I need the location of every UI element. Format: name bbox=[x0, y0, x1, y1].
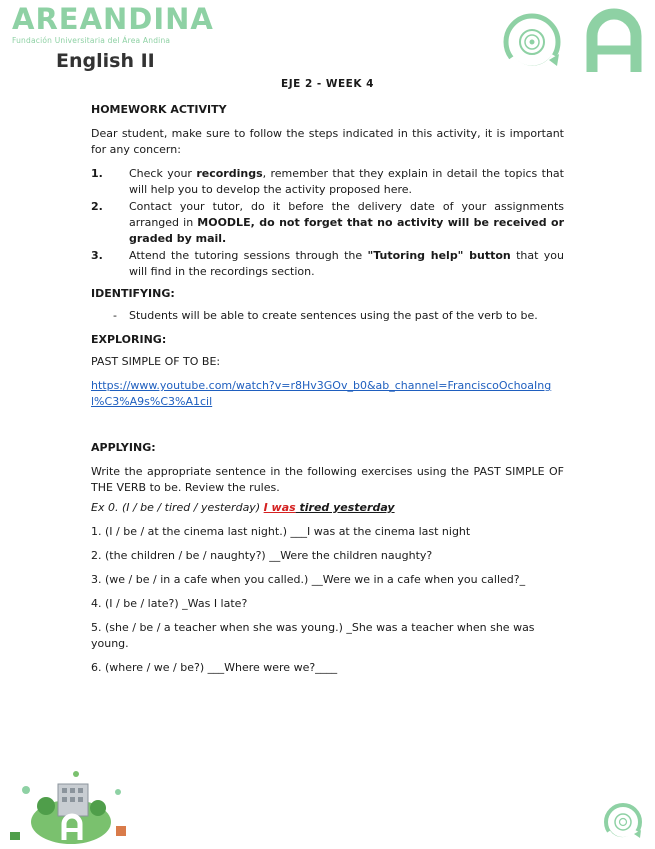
applying-heading: APPLYING: bbox=[91, 441, 156, 454]
step-item: 2. Contact your tutor, do it before the delivery date of your assignments arranged in MOODLE, do not forget that no activity will be received or graded by mail. bbox=[91, 200, 564, 245]
step-item: 3. Attend the tutoring sessions through the "Tutoring help" button that you will find in the recordings section. bbox=[91, 249, 565, 278]
exercise-item: 4. (I / be / late?) _Was I late? bbox=[91, 597, 248, 610]
exploring-subheading: PAST SIMPLE OF TO BE: bbox=[91, 355, 221, 368]
brand-emblem-icon bbox=[497, 6, 647, 76]
university-logo bbox=[12, 4, 222, 45]
exercise-item: 2. (the children / be / naughty?) __Were the children naughty? bbox=[91, 549, 433, 562]
homework-heading: HOMEWORK ACTIVITY bbox=[91, 103, 227, 116]
document-title: EJE 2 - WEEK 4 bbox=[281, 78, 374, 90]
identifying-heading: IDENTIFYING: bbox=[91, 287, 175, 300]
exercise-item: 3. (we / be / in a cafe when you called.) __Were we in a cafe when you called?_ bbox=[91, 573, 526, 586]
video-link[interactable]: https://www.youtube.com/watch?v=r8Hv3GOv_b0&ab_channel=FranciscoOchoaIngl%C3%A9s%C3%A1cil bbox=[91, 379, 552, 408]
homework-intro: Dear student, make sure to follow the steps indicated in this activity, it is important for any concern: bbox=[91, 127, 564, 156]
campus-illustration bbox=[6, 770, 146, 849]
step-item: 1. Check your recordings, remember that they explain in detail the topics that will help you to develop the activity proposed here. bbox=[91, 167, 564, 196]
footer-emblem bbox=[599, 800, 647, 848]
identifying-bullet: - Students will be able to create sentences using the past of the verb to be. bbox=[113, 309, 538, 322]
exercise-item: 5. (she / be / a teacher when she was young.) _She was a teacher when she was young. bbox=[91, 621, 535, 650]
footer-emblem-icon bbox=[599, 800, 647, 844]
applying-instructions: Write the appropriate sentence in the following exercises using the PAST SIMPLE OF THE VERB to be. Review the rules. bbox=[91, 465, 564, 494]
logo-subtitle: Fundación Universitaria del Área Andina bbox=[12, 36, 171, 45]
course-title: English II bbox=[56, 50, 155, 72]
example-line: Ex 0. (I / be / tired / yesterday) I was tired yesterday bbox=[91, 501, 395, 514]
steps-list bbox=[91, 166, 564, 280]
logo-text: AREANDINA bbox=[12, 2, 214, 36]
header-icons bbox=[497, 6, 647, 80]
document-body bbox=[91, 102, 564, 676]
exercise-item: 6. (where / we / be?) ___Where were we?____ bbox=[91, 661, 338, 674]
exploring-heading: EXPLORING: bbox=[91, 333, 167, 346]
campus-illustration-icon bbox=[6, 770, 146, 845]
exercise-item: 1. (I / be / at the cinema last night.) ___I was at the cinema last night bbox=[91, 525, 471, 538]
